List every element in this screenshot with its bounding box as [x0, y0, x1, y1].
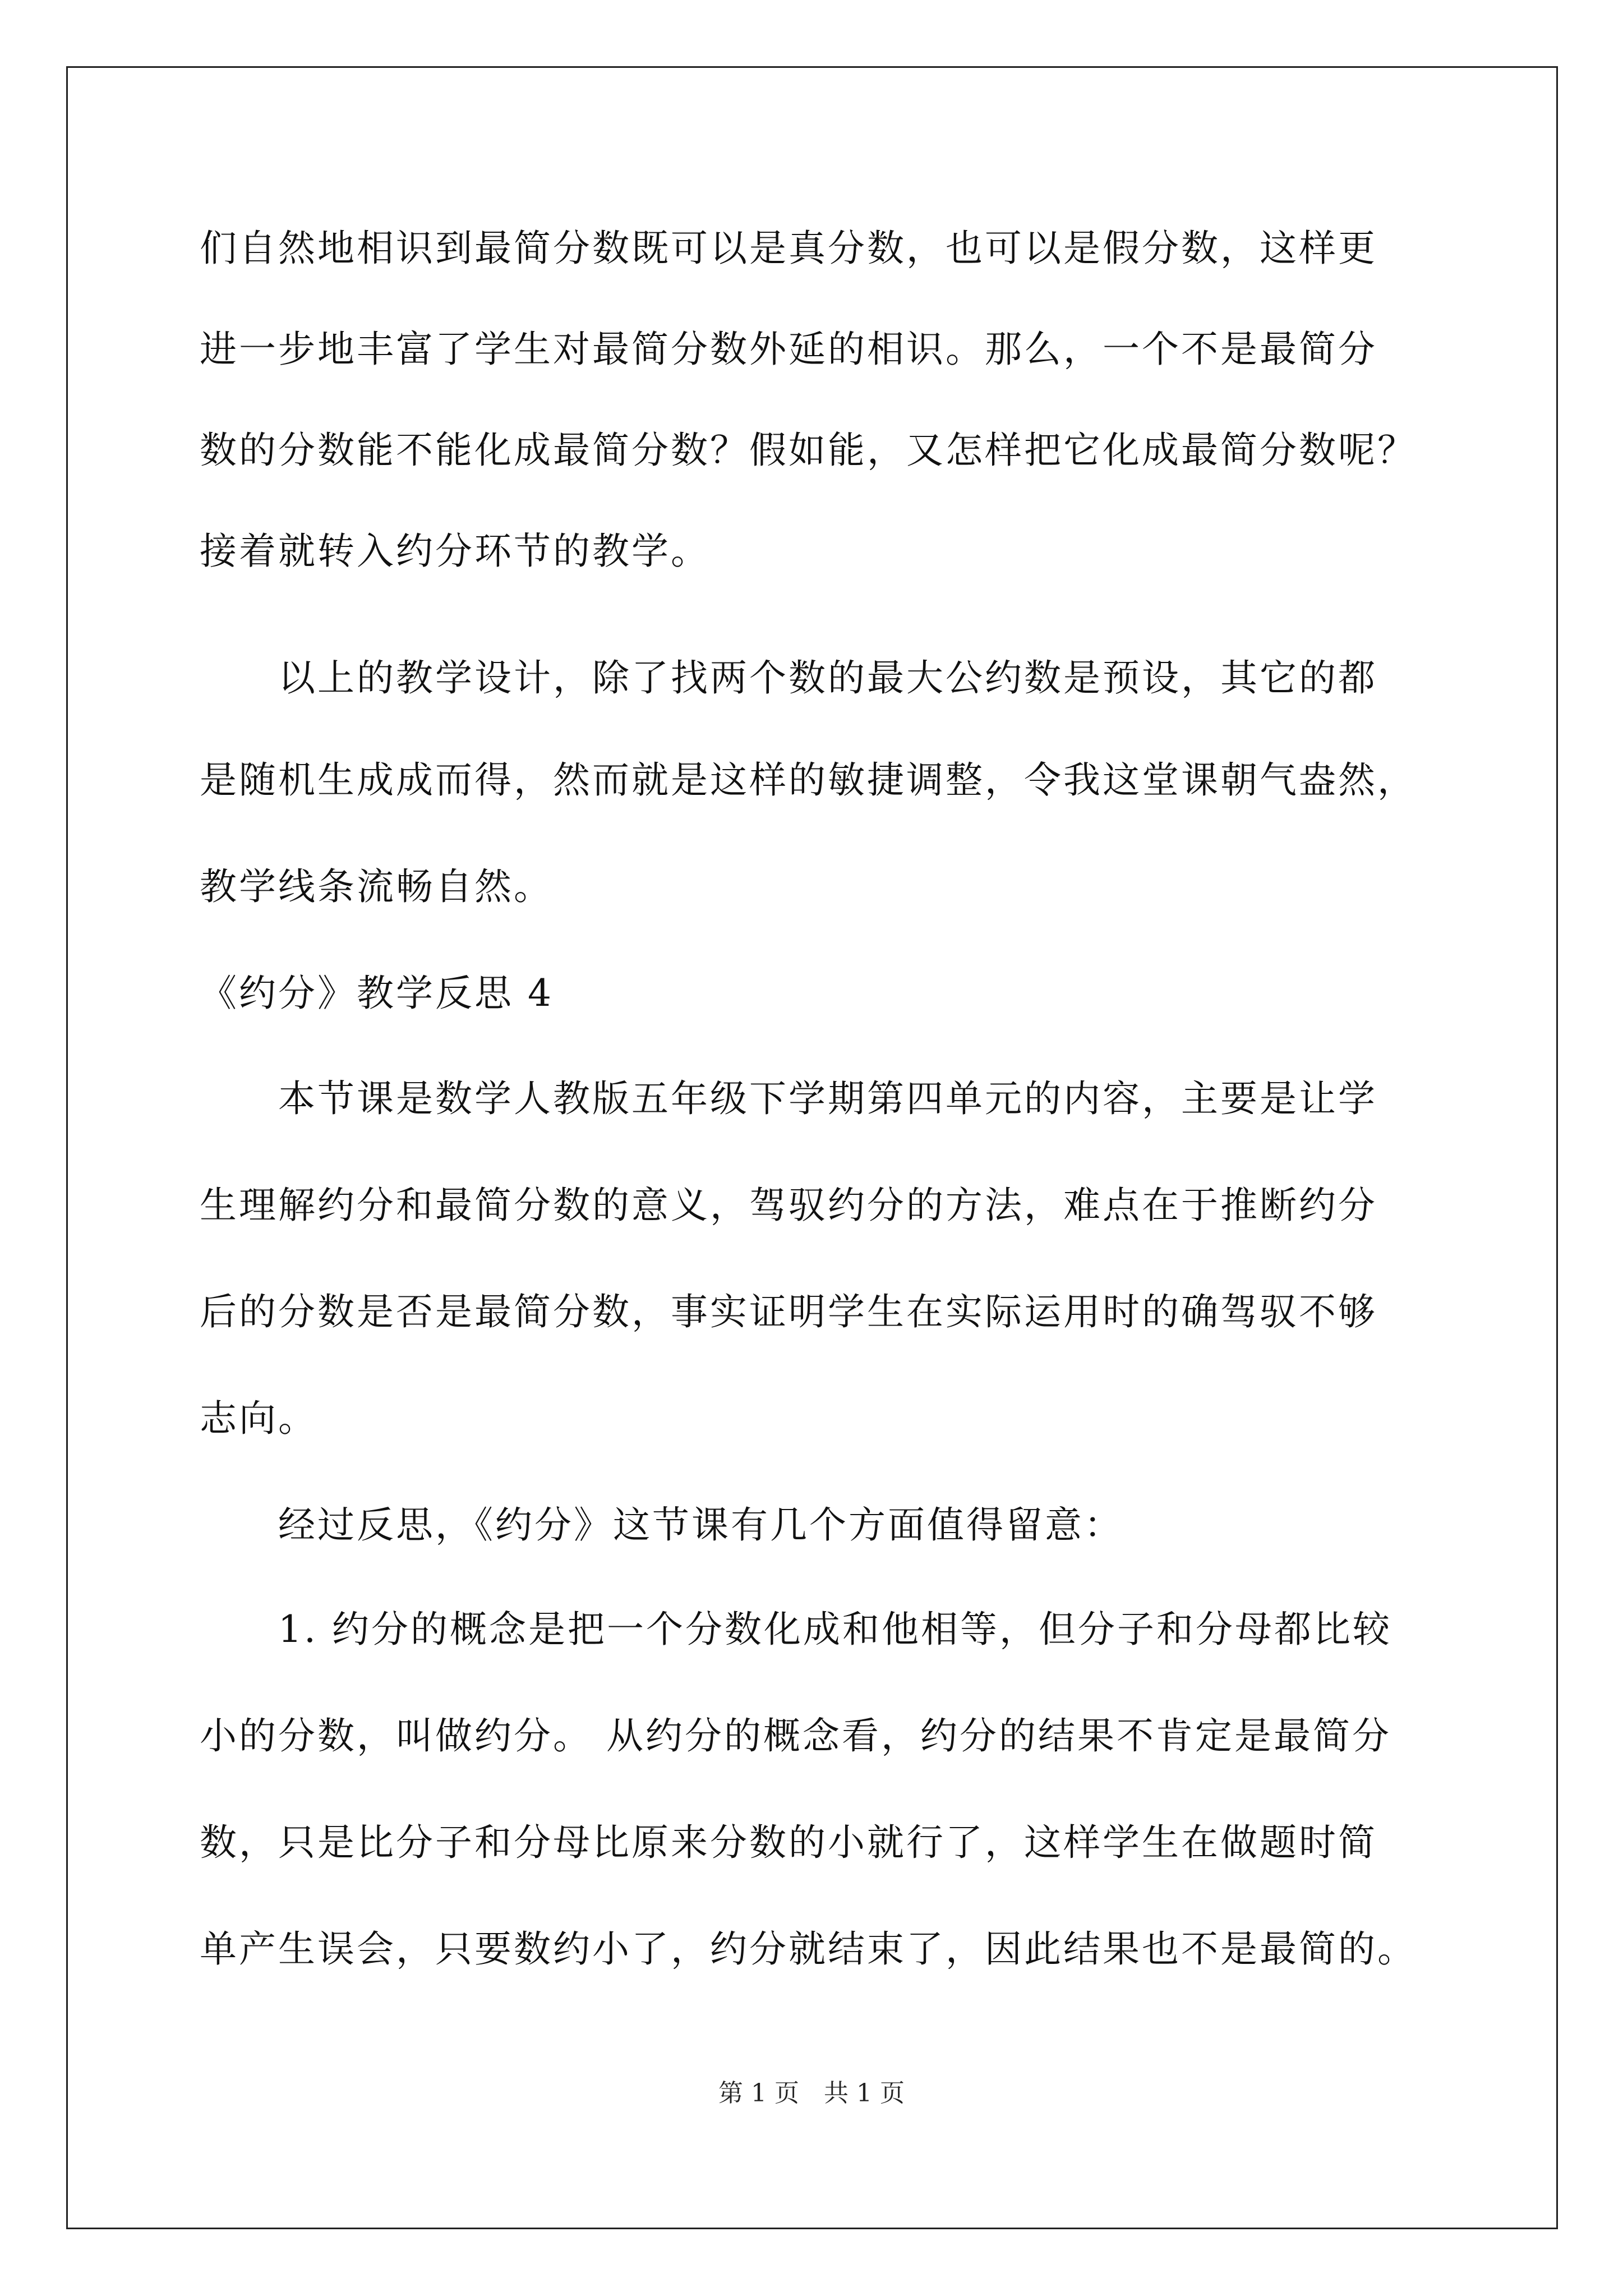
paragraph-line: 接着就转入约分环节的教学。	[200, 530, 710, 573]
page-number-footer: 第 1 页 共 1 页	[718, 2079, 905, 2108]
paragraph-line: 本节课是数学人教版五年级下学期第四单元的内容，主要是让学	[278, 1077, 1377, 1120]
paragraph-line: 1. 约分的概念是把一个分数化成和他相等，但分子和分母都比较	[278, 1608, 1392, 1651]
paragraph-line: 数的分数能不能化成最简分数？假如能，又怎样把它化成最简分数呢？	[200, 429, 1417, 472]
paragraph-line: 是随机生成成而得，然而就是这样的敏捷调整，令我这堂课朝气盎然，	[200, 758, 1417, 802]
paragraph-line: 志向。	[200, 1397, 317, 1440]
paragraph-line: 数，只是比分子和分母比原来分数的小就行了，这样学生在做题时简	[200, 1821, 1377, 1864]
paragraph-line: 们自然地相识到最简分数既可以是真分数，也可以是假分数，这样更	[200, 227, 1377, 270]
paragraph-line: 经过反思，《约分》这节课有几个方面值得留意：	[278, 1503, 1123, 1547]
paragraph-line: 小的分数，叫做约分。 从约分的概念看，约分的结果不肯定是最简分	[200, 1714, 1391, 1757]
paragraph-line: 单产生误会，只要数约小了，约分就结束了，因此结果也不是最简的。	[200, 1927, 1417, 1971]
paragraph-line: 教学线条流畅自然。	[200, 865, 553, 908]
section-heading: 《约分》教学反思 4	[200, 972, 554, 1015]
paragraph-line: 后的分数是否是最简分数，事实证明学生在实际运用时的确驾驭不够	[200, 1290, 1377, 1333]
page-border	[66, 66, 1558, 2229]
paragraph-line: 生理解约分和最简分数的意义，驾驭约分的方法，难点在于推断约分	[200, 1184, 1377, 1227]
paragraph-line: 以上的教学设计，除了找两个数的最大公约数是预设，其它的都	[278, 656, 1377, 700]
paragraph-line: 进一步地丰富了学生对最简分数外延的相识。那么，一个不是最简分	[200, 328, 1377, 371]
